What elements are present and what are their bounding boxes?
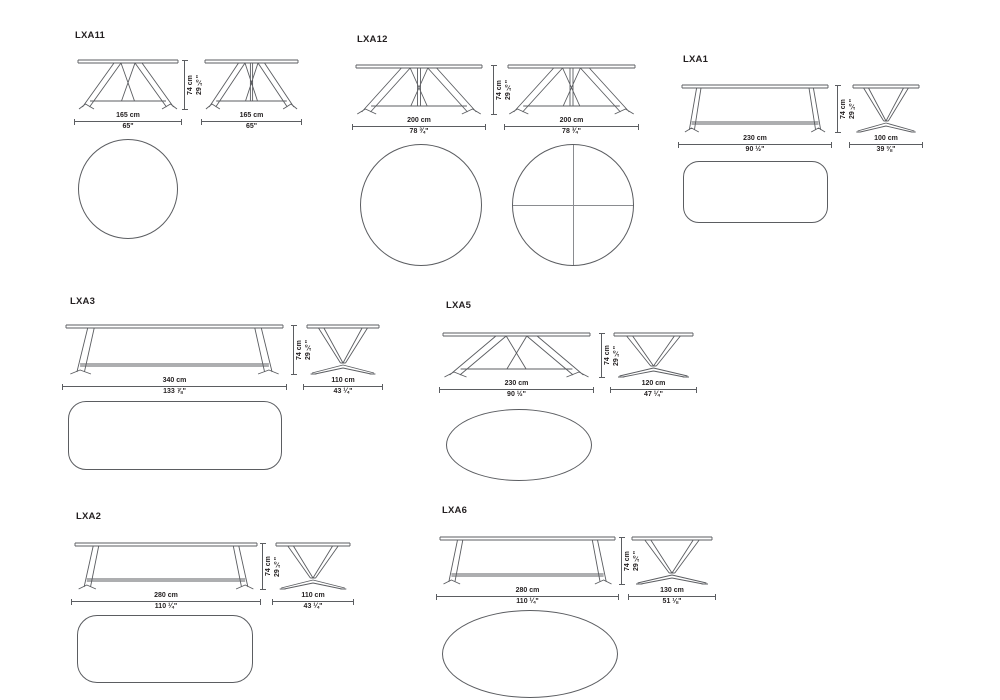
top-view-centerline-horizontal	[513, 205, 633, 206]
width-value-inches: 90 ½"	[507, 391, 526, 398]
lxa1-width-dimension-2	[849, 135, 923, 154]
width-value-cm: 200 cm	[407, 117, 431, 124]
height-dimension-line	[601, 333, 602, 378]
dimension-line	[71, 601, 261, 602]
dimension-tick-left	[849, 142, 850, 148]
dimension-tick-right	[638, 124, 639, 130]
width-value-inches: 133 ⅞"	[163, 388, 186, 395]
dimension-tick-left	[352, 124, 353, 130]
lxa3-front-view-drawing	[66, 325, 283, 375]
width-value-inches: 65"	[245, 123, 258, 130]
height-value-inches: 29 ⅛"	[505, 79, 512, 101]
model-title-lxa6: LXA6	[442, 505, 468, 516]
dimension-tick-left	[439, 387, 440, 393]
lxa1-width-dimension-1	[678, 135, 832, 154]
width-value-inches: 90 ½"	[745, 146, 765, 153]
dimension-tick-right	[593, 387, 594, 393]
height-value-inches: 29 ⅛"	[196, 74, 203, 96]
width-value-inches: 47 ¼"	[644, 391, 663, 398]
model-title-lxa2: LXA2	[76, 511, 102, 522]
top-view-ellipse	[446, 409, 592, 481]
dimension-tick-right	[382, 384, 383, 390]
model-title-lxa12: LXA12	[357, 34, 388, 45]
width-value-cm: 230 cm	[743, 135, 767, 142]
lxa6-front-view-drawing	[440, 537, 615, 585]
dimension-line	[352, 126, 486, 127]
lxa12-front-view-drawing	[356, 65, 482, 115]
dimension-tick-left	[71, 599, 72, 605]
height-value-cm: 74 cm	[187, 75, 194, 95]
dimension-tick-left	[628, 594, 629, 600]
lxa11-height-dimension	[184, 60, 206, 110]
dimension-line	[678, 144, 832, 145]
height-value-inches: 29 ⅛"	[849, 98, 856, 120]
lxa1-front-view-drawing	[682, 85, 828, 133]
dimension-line	[62, 386, 287, 387]
width-value-cm: 120 cm	[641, 380, 666, 387]
table-line-art	[682, 85, 828, 133]
lxa1-height-dimension	[837, 85, 859, 133]
lxa11-width-dimension-1	[74, 112, 182, 131]
table-line-art	[78, 60, 178, 110]
dimension-tick-right	[181, 119, 182, 125]
dimension-line	[504, 126, 639, 127]
height-value-cm: 74 cm	[265, 556, 272, 577]
height-value-inches: 29 ⅛"	[633, 550, 640, 572]
dimension-line	[201, 121, 302, 122]
model-title-lxa1: LXA1	[683, 54, 709, 65]
height-value-cm: 74 cm	[296, 340, 303, 360]
table-line-art	[508, 65, 635, 115]
table-line-art	[632, 537, 712, 585]
dimension-line	[272, 601, 354, 602]
dimension-tick-left	[74, 119, 75, 125]
height-dimension-line	[262, 543, 263, 590]
top-view-circle	[360, 144, 482, 266]
width-value-cm: 130 cm	[660, 587, 684, 594]
lxa11-front-view-drawing	[78, 60, 178, 110]
width-value-cm: 280 cm	[515, 587, 540, 594]
dimension-line	[436, 596, 619, 597]
dimension-tick-right	[618, 594, 619, 600]
height-value-cm: 74 cm	[624, 551, 631, 571]
dimension-tick-right	[260, 599, 261, 605]
height-dimension-line	[621, 537, 622, 585]
lxa5-height-dimension	[601, 333, 623, 378]
dimension-tick-left	[272, 599, 273, 605]
lxa2-width-dimension-1	[71, 592, 261, 611]
dimension-line	[849, 144, 923, 145]
lxa3-height-dimension	[293, 325, 315, 375]
height-dimension-line	[293, 325, 294, 375]
lxa2-height-dimension	[262, 543, 284, 590]
lxa2-side-view-drawing	[276, 543, 350, 590]
height-value-cm: 74 cm	[604, 345, 611, 366]
table-line-art	[205, 60, 298, 110]
lxa5-width-dimension-1	[439, 380, 594, 399]
width-value-inches: 78 ¾"	[562, 128, 581, 135]
width-value-inches: 43 ¼"	[333, 388, 353, 395]
dimension-tick-left	[201, 119, 202, 125]
table-line-art	[307, 325, 379, 375]
lxa5-side-view-drawing	[614, 333, 693, 378]
height-value-cm: 74 cm	[840, 99, 847, 119]
width-value-cm: 110 cm	[331, 377, 355, 384]
top-view-rounded-rectangle	[77, 615, 253, 683]
height-value-cm: 74 cm	[496, 80, 503, 100]
top-view-circle-cross	[512, 144, 634, 266]
width-value-inches: 65"	[122, 123, 134, 130]
model-title-lxa5: LXA5	[446, 300, 472, 311]
width-value-cm: 165 cm	[116, 112, 140, 119]
lxa3-width-dimension-2	[303, 377, 383, 396]
width-value-inches: 51 ⅛"	[662, 598, 682, 605]
width-value-cm: 165 cm	[239, 112, 264, 119]
width-value-cm: 100 cm	[874, 135, 898, 142]
dimension-tick-left	[678, 142, 679, 148]
lxa6-side-view-drawing	[632, 537, 712, 585]
width-value-cm: 230 cm	[504, 380, 529, 387]
lxa2-width-dimension-2	[272, 592, 354, 611]
lxa3-side-view-drawing	[307, 325, 379, 375]
width-value-inches: 110 ¼"	[154, 603, 178, 610]
dimension-tick-right	[922, 142, 923, 148]
dimension-tick-right	[696, 387, 697, 393]
top-view-rounded-rectangle	[683, 161, 828, 223]
height-value-inches: 29 ⅛"	[305, 339, 312, 361]
width-value-cm: 200 cm	[559, 117, 584, 124]
table-line-art	[853, 85, 919, 133]
dimension-tick-right	[353, 599, 354, 605]
width-value-cm: 280 cm	[154, 592, 178, 599]
dimension-line	[439, 389, 594, 390]
lxa11-width-dimension-2	[201, 112, 302, 131]
dimension-tick-right	[831, 142, 832, 148]
table-line-art	[440, 537, 615, 585]
width-value-inches: 110 ¼"	[516, 598, 539, 605]
lxa6-width-dimension-1	[436, 587, 619, 606]
lxa1-side-view-drawing	[853, 85, 919, 133]
dimension-line	[628, 596, 716, 597]
height-dimension-line	[184, 60, 185, 110]
lxa5-front-view-drawing	[443, 333, 590, 378]
table-line-art	[75, 543, 257, 590]
lxa6-width-dimension-2	[628, 587, 716, 606]
lxa12-width-dimension-2	[504, 117, 639, 136]
lxa11-front-view-drawing	[205, 60, 298, 110]
table-line-art	[614, 333, 693, 378]
width-value-cm: 110 cm	[301, 592, 325, 599]
top-view-circle	[78, 139, 178, 239]
height-value-inches: 29 ⅛"	[274, 556, 281, 577]
lxa2-front-view-drawing	[75, 543, 257, 590]
dimension-tick-left	[436, 594, 437, 600]
model-title-lxa3: LXA3	[70, 296, 96, 307]
dimension-tick-right	[286, 384, 287, 390]
table-line-art	[356, 65, 482, 115]
lxa6-height-dimension	[621, 537, 643, 585]
table-line-art	[443, 333, 590, 378]
height-value-inches: 29 ⅛"	[613, 345, 620, 366]
dimension-tick-left	[303, 384, 304, 390]
dimension-tick-right	[715, 594, 716, 600]
lxa12-width-dimension-1	[352, 117, 486, 136]
top-view-ellipse	[442, 610, 618, 698]
dimension-tick-left	[610, 387, 611, 393]
dimension-line	[610, 389, 697, 390]
table-line-art	[276, 543, 350, 590]
model-title-lxa11: LXA11	[75, 30, 106, 41]
width-value-inches: 43 ¼"	[303, 603, 323, 610]
dimension-line	[74, 121, 182, 122]
dimension-tick-left	[62, 384, 63, 390]
table-line-art	[66, 325, 283, 375]
lxa3-width-dimension-1	[62, 377, 287, 396]
height-dimension-line	[837, 85, 838, 133]
width-value-inches: 78 ¾"	[409, 128, 429, 135]
top-view-rounded-rectangle	[68, 401, 282, 470]
dimension-tick-right	[485, 124, 486, 130]
height-dimension-line	[493, 65, 494, 115]
lxa12-front-view-drawing	[508, 65, 635, 115]
dimension-line	[303, 386, 383, 387]
lxa12-height-dimension	[493, 65, 515, 115]
width-value-cm: 340 cm	[162, 377, 187, 384]
dimension-tick-left	[504, 124, 505, 130]
width-value-inches: 39 ⅜"	[876, 146, 896, 153]
lxa5-width-dimension-2	[610, 380, 697, 399]
dimension-tick-right	[301, 119, 302, 125]
